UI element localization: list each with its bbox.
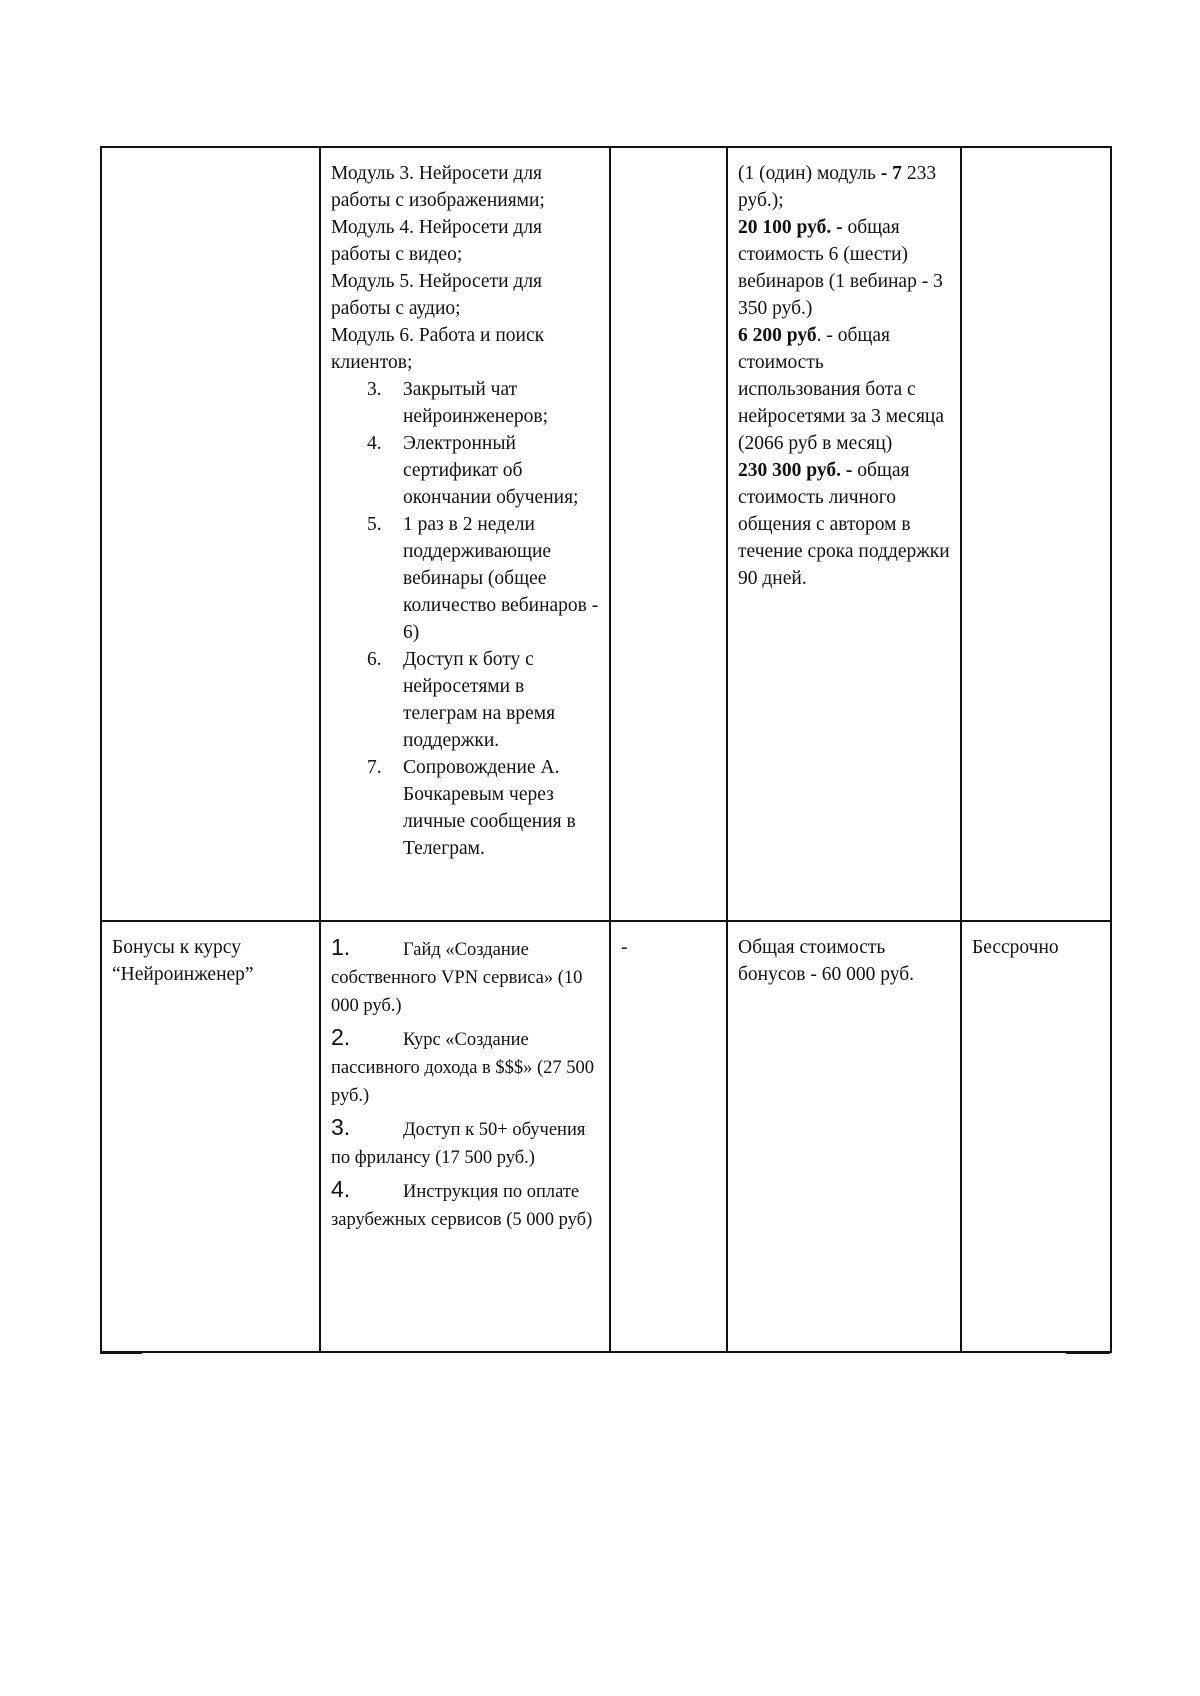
- dash-text: -: [621, 937, 628, 958]
- item-number: 5.: [367, 514, 382, 535]
- list-item: [331, 1176, 599, 1234]
- item-number: 3.: [331, 1114, 351, 1140]
- content-cell: [320, 147, 610, 921]
- item-number: 3.: [367, 379, 382, 400]
- item-text: Гайд «Создание собственного VPN сервиса» (10 000 руб.): [331, 940, 583, 1016]
- bonus-list: [331, 934, 599, 1234]
- item-text: 1 раз в 2 недели поддерживающие вебинары (общее количество вебинаров - 6): [403, 514, 599, 643]
- list-item: [331, 754, 599, 862]
- term-text: Бессрочно: [972, 937, 1059, 958]
- item-text: Доступ к боту с нейросетями в телеграм на время поддержки.: [403, 649, 556, 751]
- module-line: Модуль 3. Нейросети для работы с изображениями;: [331, 163, 545, 211]
- module-line: Модуль 6. Работа и поиск клиентов;: [331, 325, 545, 373]
- list-item: [331, 1024, 599, 1110]
- module-line: Модуль 5. Нейросети для работы с аудио;: [331, 271, 543, 319]
- list-item: [331, 646, 599, 754]
- cost-line-webinars: 20 100 руб. - общая стоимость 6 (шести) вебинаров (1 вебинар - 3 350 руб.): [738, 217, 943, 319]
- item-number: 4.: [367, 433, 382, 454]
- item-number: 6.: [367, 649, 382, 670]
- module-line: Модуль 4. Нейросети для работы с видео;: [331, 217, 543, 265]
- list-item: [331, 430, 599, 511]
- cost-cell: [727, 147, 961, 921]
- name-cell: [101, 147, 320, 921]
- table-edge-right: [1066, 1351, 1110, 1354]
- included-items-list: [331, 376, 599, 862]
- table-edge-left: [100, 1351, 142, 1354]
- dash-cell: [610, 921, 727, 1352]
- bonus-cost: Общая стоимость бонусов - 60 000 руб.: [738, 937, 914, 985]
- empty-cell: [610, 147, 727, 921]
- term-cell: [961, 921, 1111, 1352]
- cost-cell: [727, 921, 961, 1352]
- list-item: [331, 1114, 599, 1172]
- item-number: 7.: [367, 757, 382, 778]
- name-cell: [101, 921, 320, 1352]
- item-text: Инструкция по оплате зарубежных сервисов (5 000 руб): [331, 1182, 593, 1230]
- term-cell: [961, 147, 1111, 921]
- pricing-table: [100, 146, 1112, 1353]
- item-text: Электронный сертификат об окончании обучения;: [403, 433, 579, 508]
- item-text: Курс «Создание пассивного дохода в $$$» (27 500 руб.): [331, 1030, 595, 1106]
- bonus-title: Бонусы к курсу “Нейроинженер”: [112, 937, 254, 985]
- item-number: 1.: [331, 934, 351, 960]
- table-row: [101, 921, 1111, 1352]
- module-list: [331, 160, 599, 376]
- cost-line-bot: 6 200 руб. - общая стоимость использования бота с нейросетями за 3 месяца (2066 руб в месяц): [738, 325, 944, 454]
- item-number: 2.: [331, 1024, 351, 1050]
- item-text: Закрытый чат нейроинженеров;: [403, 379, 548, 427]
- item-text: Доступ к 50+ обучения по фрилансу (17 500 руб.): [331, 1120, 586, 1168]
- content-cell: [320, 921, 610, 1352]
- cost-line-author: 230 300 руб. - общая стоимость личного общения с автором в течение срока поддержки 90 дней.: [738, 460, 950, 589]
- item-text: Сопровождение А. Бочкаревым через личные сообщения в Телеграм.: [403, 757, 576, 859]
- list-item: [331, 511, 599, 646]
- item-number: 4.: [331, 1176, 351, 1202]
- cost-line-module: (1 (один) модуль - 7 233 руб.);: [738, 163, 937, 211]
- table-row: [101, 147, 1111, 921]
- list-item: [331, 376, 599, 430]
- list-item: [331, 934, 599, 1020]
